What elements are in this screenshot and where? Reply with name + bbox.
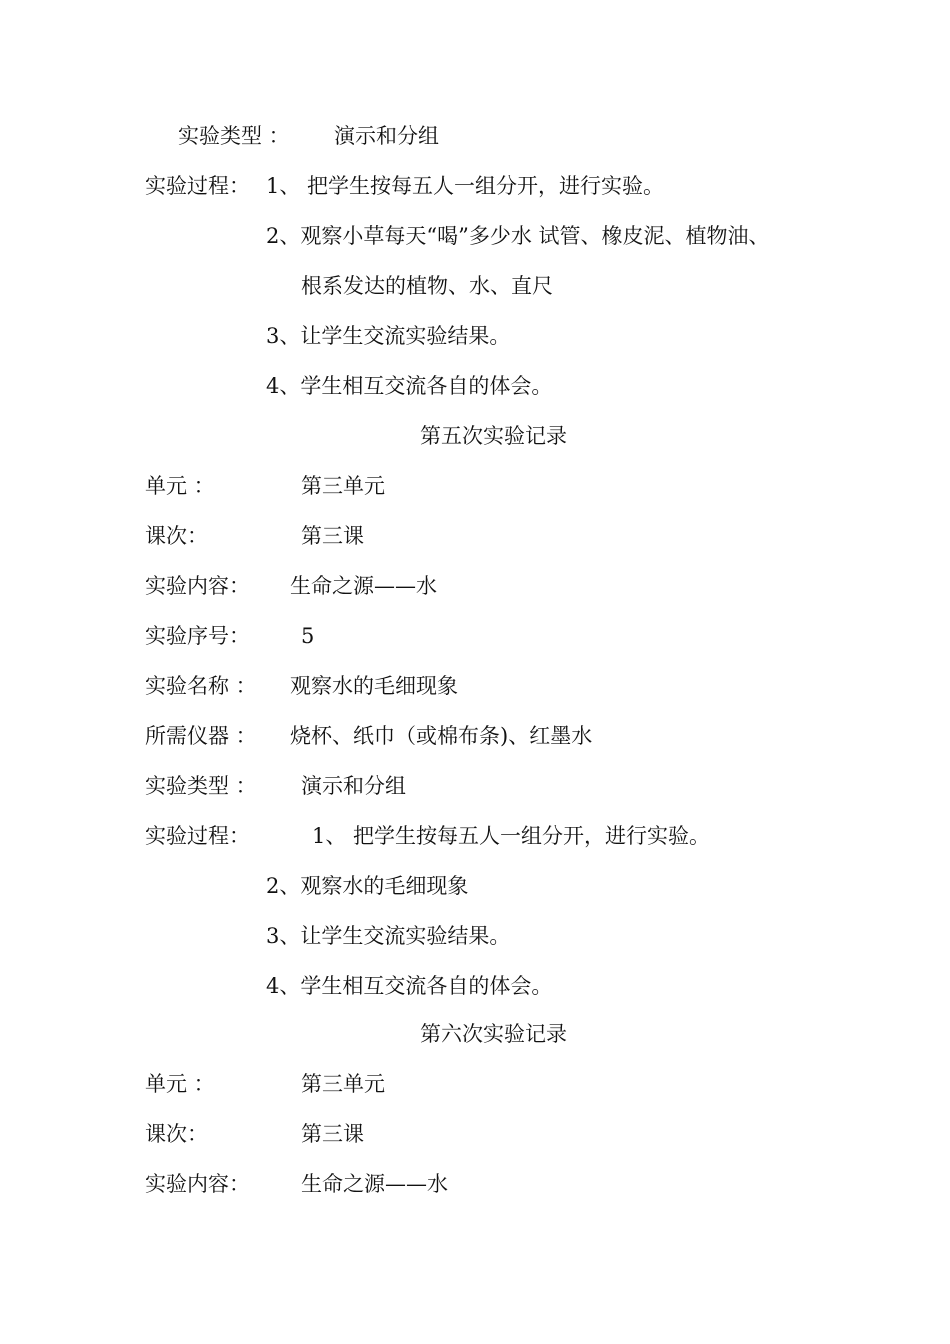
- record5-unit-row: [0, 471, 950, 501]
- record6-unit-value: 第三单元: [301, 1072, 385, 1096]
- record6-content-value: 生命之源——水: [301, 1172, 448, 1196]
- record5-equip-row: [0, 721, 950, 751]
- record5-process-step-4: 4、学生相互交流各自的体会。: [266, 974, 553, 998]
- intro-process-step-2-cont: 根系发达的植物、水、直尺: [301, 274, 553, 298]
- record5-title: 第五次实验记录: [420, 424, 567, 448]
- intro-type-value: 演示和分组: [334, 124, 439, 148]
- record5-unit-label: 单元 ：: [145, 474, 215, 498]
- record5-type-value: 演示和分组: [301, 774, 406, 798]
- record6-unit-label: 单元 ：: [145, 1072, 215, 1096]
- record5-process-step-1: 1、 把学生按每五人一组分开，进行实验。: [312, 824, 711, 848]
- record5-unit-value: 第三单元: [301, 474, 385, 498]
- record5-content-label: 实验内容：: [145, 574, 250, 598]
- intro-process-step-2: 2、观察小草每天“喝”多少水 试管、橡皮泥、植物油、: [266, 224, 770, 248]
- record5-lesson-row: [0, 521, 950, 551]
- intro-process-label: 实验过程：: [145, 174, 250, 198]
- record6-content-label: 实验内容：: [145, 1172, 250, 1196]
- record5-process-step-3: 3、让学生交流实验结果。: [266, 924, 511, 948]
- record6-unit-row: [0, 1069, 950, 1099]
- record5-process-row: [0, 821, 950, 851]
- record5-content-value: 生命之源——水: [290, 574, 437, 598]
- record5-lesson-value: 第三课: [301, 524, 364, 548]
- record6-content-row: [0, 1169, 950, 1199]
- record5-name-label: 实验名称 ：: [145, 674, 257, 698]
- record5-lesson-label: 课次：: [145, 524, 208, 548]
- record5-equip-label: 所需仪器 ：: [145, 724, 257, 748]
- record5-type-row: [0, 771, 950, 801]
- record5-type-label: 实验类型 ：: [145, 774, 257, 798]
- record6-lesson-value: 第三课: [301, 1122, 364, 1146]
- record6-title: 第六次实验记录: [420, 1022, 567, 1046]
- intro-type-row: [0, 121, 950, 151]
- intro-process-step-3: 3、让学生交流实验结果。: [266, 324, 511, 348]
- intro-type-label: 实验类型 ：: [178, 124, 290, 148]
- record6-lesson-row: [0, 1119, 950, 1149]
- record5-process-label: 实验过程：: [145, 824, 250, 848]
- record5-name-row: [0, 671, 950, 701]
- intro-process-step-4: 4、学生相互交流各自的体会。: [266, 374, 553, 398]
- record5-name-value: 观察水的毛细现象: [290, 674, 458, 698]
- intro-process-row: [0, 171, 950, 201]
- intro-process-step-1: 1、 把学生按每五人一组分开，进行实验。: [266, 174, 665, 198]
- record5-seq-value: 5: [301, 624, 315, 648]
- record5-seq-row: [0, 621, 950, 651]
- record5-content-row: [0, 571, 950, 601]
- record5-seq-label: 实验序号：: [145, 624, 250, 648]
- record5-equip-value: 烧杯、纸巾（或棉布条)、红墨水: [290, 724, 593, 748]
- record6-lesson-label: 课次：: [145, 1122, 208, 1146]
- record5-process-step-2: 2、观察水的毛细现象: [266, 874, 469, 898]
